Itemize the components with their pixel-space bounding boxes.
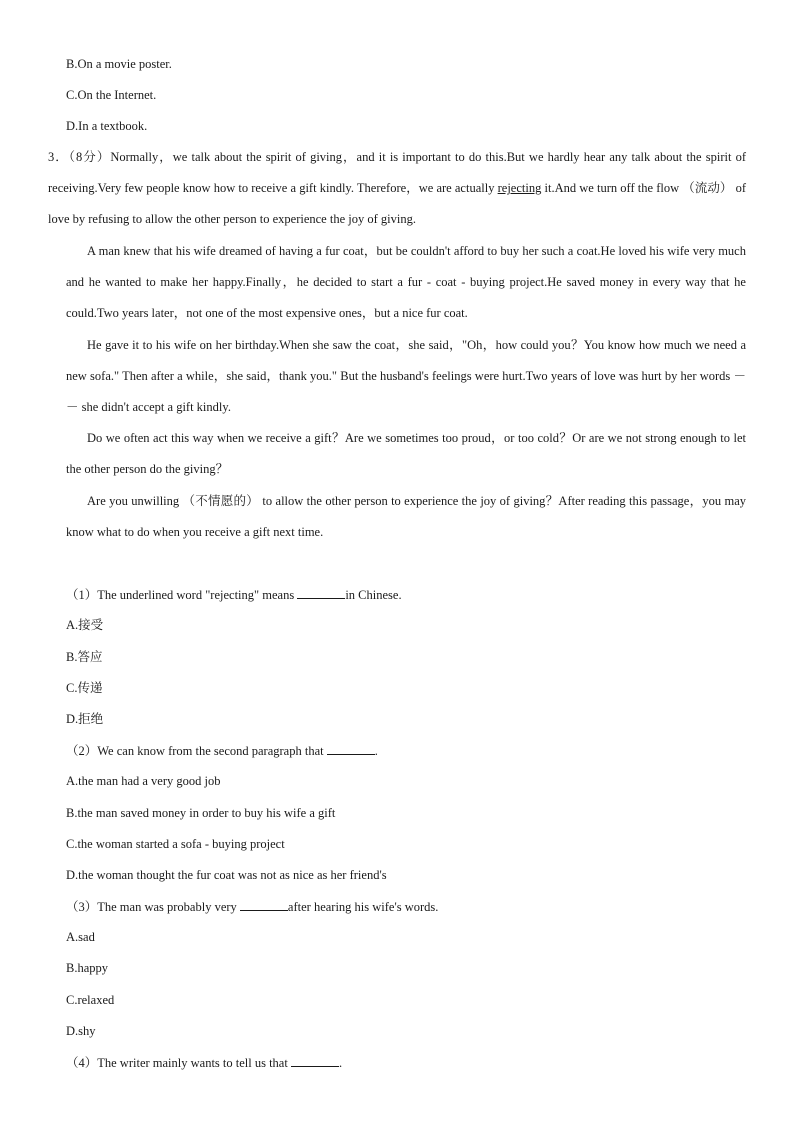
question-4-stem-b: . (338, 1056, 343, 1070)
passage-paragraph-4: Do we often act this way when we receive a gift？Are we sometimes too proud，or too cold？Or are we not strong enough to let the other person do the giving？ (66, 431, 746, 477)
question-3-stem (66, 898, 438, 915)
question-2-stem-b: . (374, 744, 378, 758)
question-4-stem (66, 1054, 342, 1071)
question-2-option-a: A.the man had a very good job (66, 774, 221, 788)
question-2-option-d: D.the woman thought the fur coat was not as nice as her friend's (66, 868, 387, 882)
question-2-option-b: B.the man saved money in order to buy his wife a gift (66, 806, 336, 820)
question-3-option-c: C.relaxed (66, 993, 115, 1007)
question-2-option-c: C.the woman started a sofa - buying project (66, 837, 285, 851)
question-1-option-b: B.答应 (66, 650, 103, 664)
prev-option-c: C.On the Internet. (66, 88, 157, 102)
question-2-stem (66, 742, 378, 759)
question-1-stem-b: in Chinese. (345, 588, 402, 602)
answer-blank (240, 898, 288, 911)
question-1-option-d: D.拒绝 (66, 712, 104, 726)
prev-option-d: D.In a textbook. (66, 119, 148, 133)
paragraph-1-text-b: it.And we turn off the flow （流动） of love by refusing to allow the other person to experience the joy of giving. (48, 181, 746, 227)
question-1-stem (66, 586, 402, 603)
question-2-stem-a: （2）We can know from the second paragraph that (66, 744, 327, 758)
paragraph-1-text-a: Normally，we talk about the spirit of giving，and it is important to do this.But we hardly hear any talk about the spirit of receiving.Very few people know how to receive a gift kindly. Therefore，we are actually (48, 150, 746, 196)
answer-blank (327, 742, 375, 755)
prev-option-b: B.On a movie poster. (66, 57, 172, 71)
passage-paragraph-1 (48, 142, 746, 236)
question-1-option-c: C.传递 (66, 681, 103, 695)
question-number: 3． (48, 150, 69, 164)
answer-blank (291, 1054, 339, 1067)
question-3-option-b: B.happy (66, 961, 109, 975)
question-3-option-d: D.shy (66, 1024, 96, 1038)
question-3-option-a: A.sad (66, 930, 95, 944)
question-3-stem-b: after hearing his wife's words. (287, 900, 439, 914)
passage-paragraph-3: He gave it to his wife on her birthday.When she saw the coat，she said，"Oh，how could you？You know how much we need a new sofa." Then after a while，she said，thank you." But the husband's feelings were hurt.Two years of love was hurt by her words －－ she didn't accept a gift kindly. (66, 338, 746, 415)
answer-blank (297, 586, 345, 599)
passage-paragraph-2: A man knew that his wife dreamed of having a fur coat，but be couldn't afford to buy her such a coat.He loved his wife very much and he wanted to make her happy.Finally，he decided to start a fur - coat - buying project.He saved money in every way that he could.Two years later，not one of the most expensive ones，but a nice fur coat. (66, 244, 746, 321)
underlined-word: rejecting (497, 181, 542, 196)
passage-paragraph-5: Are you unwilling （不情愿的） to allow the other person to experience the joy of giving？After reading this passage，you may know what to do when you receive a gift next time. (66, 494, 746, 540)
question-3-stem-a: （3）The man was probably very (66, 900, 240, 914)
question-1-stem-a: （1）The underlined word "rejecting" means (66, 588, 298, 602)
question-1-option-a: A.接受 (66, 618, 104, 632)
question-4-stem-a: （4）The writer mainly wants to tell us that (66, 1056, 291, 1070)
question-points: （8分） (68, 150, 111, 164)
